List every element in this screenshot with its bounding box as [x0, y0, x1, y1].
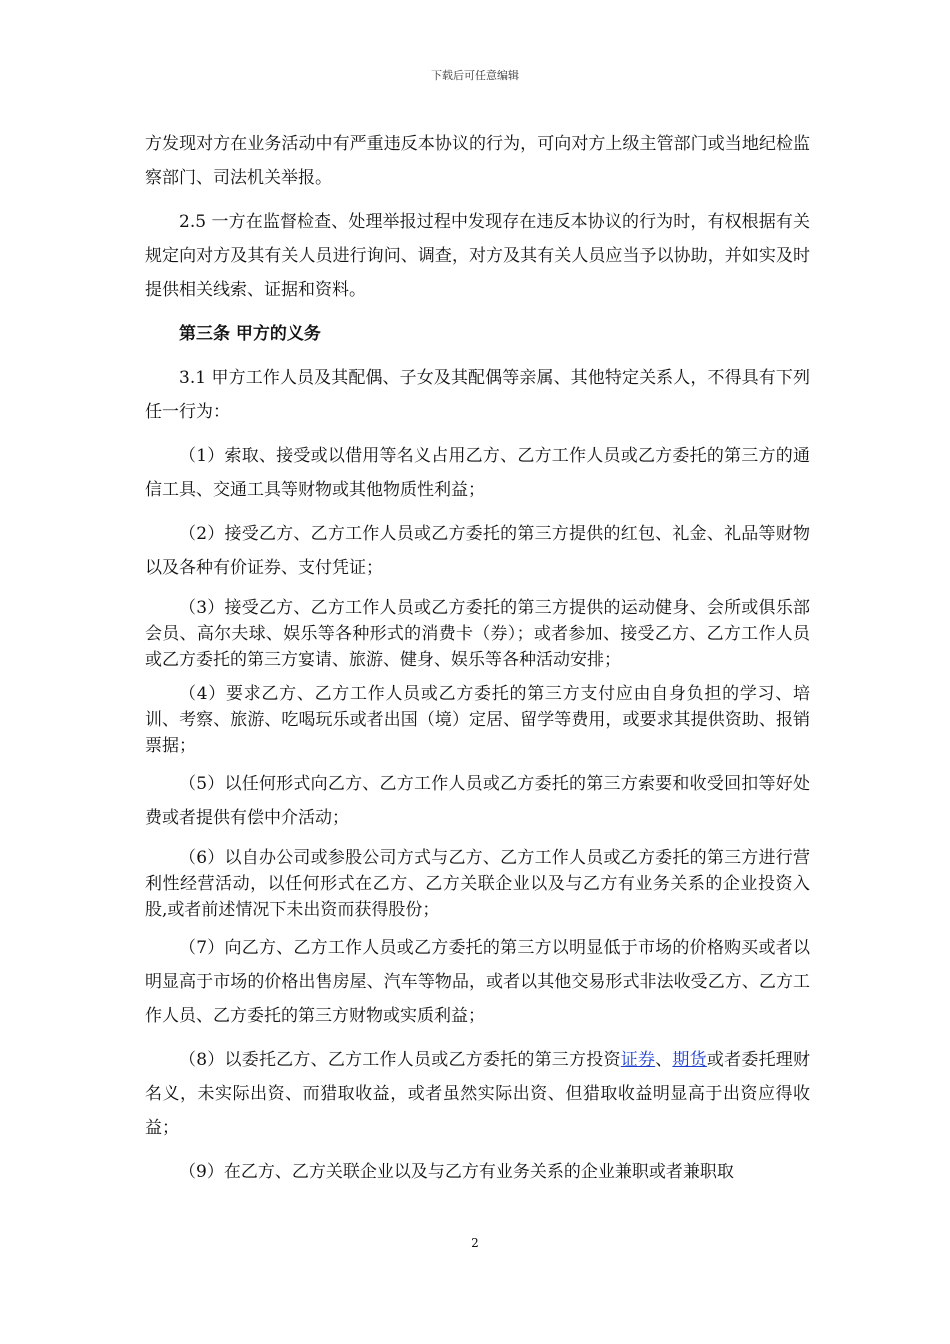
page-header: 下载后可任意编辑	[431, 69, 519, 82]
list-item: （3）接受乙方、乙方工作人员或乙方委托的第三方提供的运动健身、会所或俱乐部会员、高尔夫球、娱乐等各种形式的消费卡（券）；或者参加、接受乙方、乙方工作人员或乙方委托的第三方宴请、旅游、健身、娱乐等各种活动安排；	[145, 598, 810, 670]
list-item: （9）在乙方、乙方关联企业以及与乙方有业务关系的企业兼职或者兼职取	[179, 1162, 734, 1182]
list-item: （6）以自办公司或参股公司方式与乙方、乙方工作人员或乙方委托的第三方进行营利性经营活动，以任何形式在乙方、乙方关联企业以及与乙方有业务关系的企业投资入股,或者前述情况下未出资而获得股份；	[145, 848, 810, 920]
list-item: （2）接受乙方、乙方工作人员或乙方委托的第三方提供的红包、礼金、礼品等财物以及各种有价证券、支付凭证；	[145, 524, 810, 578]
list-item: （1）索取、接受或以借用等名义占用乙方、乙方工作人员或乙方委托的第三方的通信工具、交通工具等财物或其他物质性利益；	[145, 446, 810, 500]
text-span: 或者委托理财名义，未实际出资、而猎取收益，或者虽然实际出资、但猎取收益明显高于出资应得收益；	[145, 1050, 811, 1138]
page-number: 2	[471, 1236, 479, 1250]
paragraph: 3.1 甲方工作人员及其配偶、子女及其配偶等亲属、其他特定关系人，不得具有下列任一行为：	[145, 368, 810, 422]
text-span: 、	[655, 1050, 673, 1070]
futures-link[interactable]: 期货	[672, 1050, 707, 1070]
list-item	[145, 1043, 810, 1145]
list-item: （7）向乙方、乙方工作人员或乙方委托的第三方以明显低于市场的价格购买或者以明显高于市场的价格出售房屋、汽车等物品，或者以其他交易形式非法收受乙方、乙方工作人员、乙方委托的第三方财物或实质利益；	[145, 938, 810, 1026]
list-item: （5）以任何形式向乙方、乙方工作人员或乙方委托的第三方索要和收受回扣等好处费或者提供有偿中介活动；	[145, 774, 810, 828]
paragraph: 方发现对方在业务活动中有严重违反本协议的行为，可向对方上级主管部门或当地纪检监察部门、司法机关举报。	[145, 134, 810, 188]
list-item: （4）要求乙方、乙方工作人员或乙方委托的第三方支付应由自身负担的学习、培训、考察、旅游、吃喝玩乐或者出国（境）定居、留学等费用，或要求其提供资助、报销票据；	[145, 684, 810, 756]
securities-link[interactable]: 证券	[620, 1050, 656, 1070]
document-body	[145, 127, 810, 1199]
paragraph: 2.5 一方在监督检查、处理举报过程中发现存在违反本协议的行为时，有权根据有关规定向对方及其有关人员进行询问、调查，对方及其有关人员应当予以协助，并如实及时提供相关线索、证据和资料。	[145, 212, 810, 300]
section-heading: 第三条 甲方的义务	[179, 324, 321, 344]
text-span: （8）以委托乙方、乙方工作人员或乙方委托的第三方投资	[179, 1050, 621, 1070]
